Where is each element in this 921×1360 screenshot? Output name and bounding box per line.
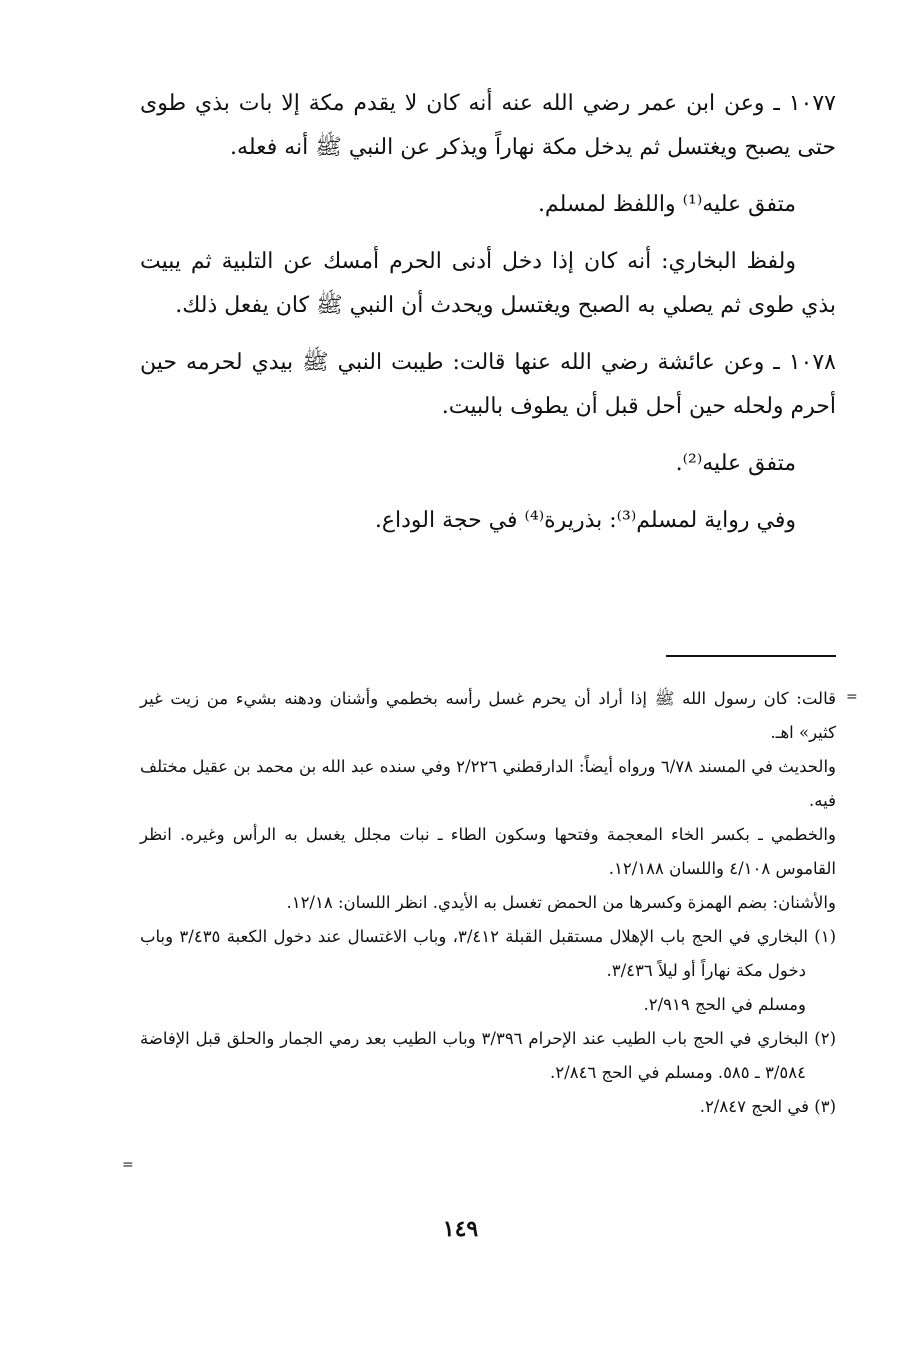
footnotes	[140, 682, 836, 1124]
margin-mark-top: =	[846, 689, 858, 705]
footnote-1: (١) البخاري في الحج باب الإهلال مستقبل القبلة ٣/٤١٢، وباب الاغتسال عند دخول الكعبة ٣/٤٣٥ وباب دخول مكة نهاراً أو ليلاً ٣/٤٣٦.	[140, 927, 836, 980]
page-number: ١٤٩	[442, 1216, 479, 1242]
hadith-1077: ١٠٧٧ ـ وعن ابن عمر رضي الله عنه أنه كان لا يقدم مكة إلا بات بذي طوى حتى يصبح ويغتسل ثم يدخل مكة نهاراً ويذكر عن النبي ﷺ أنه فعله.	[140, 91, 836, 160]
hadith-1078-muslim-narration: وفي رواية لمسلم⁽³⁾: بذريرة⁽⁴⁾ في حجة الوداع.	[374, 508, 796, 533]
footnote-2: (٢) البخاري في الحج باب الطيب عند الإحرام ٣/٣٩٦ وباب الطيب بعد رمي الجمار والحلق قبل الإفاضة ٣/٥٨٤ ـ ٥٨٥. ومسلم في الحج ٢/٨٤٦.	[140, 1029, 836, 1082]
hadith-1078: ١٠٧٨ ـ وعن عائشة رضي الله عنها قالت: طيبت النبي ﷺ بيدي لحرمه حين أحرم ولحله حين أحل قبل أن يطوف بالبيت.	[140, 350, 836, 419]
main-text	[140, 82, 836, 556]
footnote-continued-3: والخطمي ـ بكسر الخاء المعجمة وفتحها وسكون الطاء ـ نبات مجلل يغسل به الرأس وغيره. انظر القاموس ٤/١٠٨ واللسان ١٢/١٨٨.	[140, 825, 836, 878]
footnote-continued-1: قالت: كان رسول الله ﷺ إذا أراد أن يحرم غسل رأسه بخطمي وأشنان ودهنه بشيء من زيت غير كثير» اهـ.	[140, 689, 836, 742]
hadith-1077-bukhari-wording: ولفظ البخاري: أنه كان إذا دخل أدنى الحرم أمسك عن التلبية ثم يبيت بذي طوى ثم يصلي به الصبح ويغتسل ويحدث أن النبي ﷺ كان يفعل ذلك.	[140, 249, 836, 318]
footnote-continued-2: والحديث في المسند ٦/٧٨ ورواه أيضاً: الدارقطني ٢/٢٢٦ وفي سنده عبد الله بن محمد بن عقيل مختلف فيه.	[140, 757, 836, 810]
footnote-1-muslim: ومسلم في الحج ٢/٩١٩.	[643, 995, 806, 1014]
hadith-1078-source: متفق عليه⁽²⁾.	[675, 451, 796, 476]
footnote-separator	[666, 655, 836, 657]
hadith-1077-source: متفق عليه⁽¹⁾ واللفظ لمسلم.	[537, 192, 796, 217]
footnote-3: (٣) في الحج ٢/٨٤٧.	[699, 1097, 836, 1116]
footnote-continued-4: والأشنان: بضم الهمزة وكسرها من الحمض تغسل به الأيدي. انظر اللسان: ١٢/١٨.	[286, 893, 836, 912]
margin-mark-bottom: =	[122, 1157, 134, 1173]
